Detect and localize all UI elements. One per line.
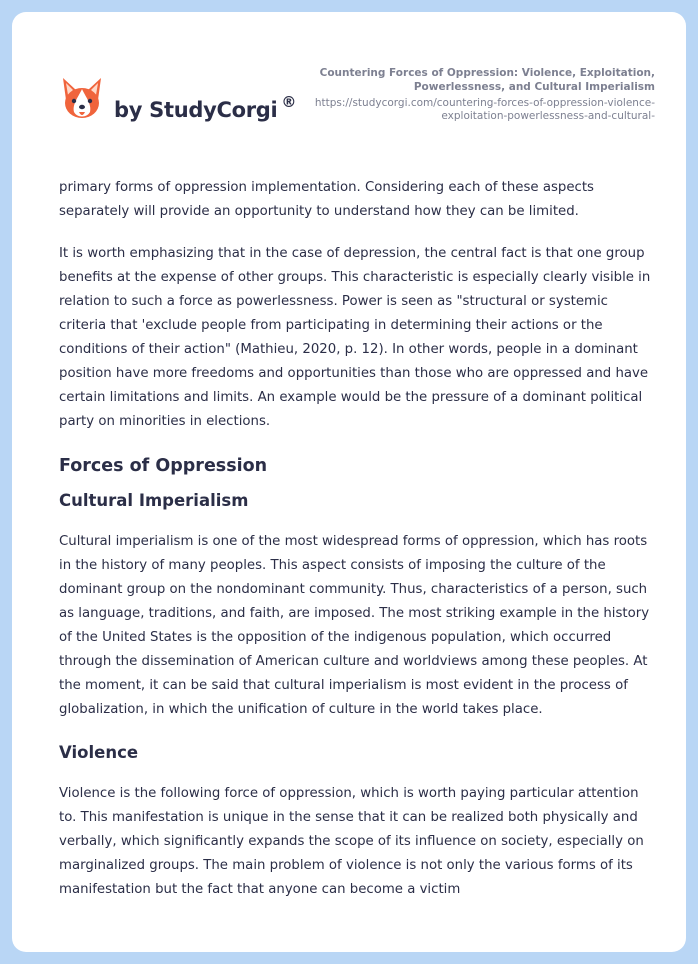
section-heading: Forces of Oppression xyxy=(59,456,268,476)
brand-text: by StudyCorgi xyxy=(114,98,278,122)
document-title: Countering Forces of Oppression: Violence, Exploitation, Powerlessness, and Cultural Imperialism xyxy=(319,67,655,93)
corgi-logo-icon xyxy=(60,76,104,122)
document-body xyxy=(59,176,659,920)
paragraph: Cultural imperialism is one of the most widespread forms of oppression, which has roots in the history of many peoples. This aspect consists of imposing the culture of the dominant group on the nondominant community. Thus, characteristics of a person, such as language, traditions, and faith, are imposed. The most striking example in the history of the United States is the opposition of the indigenous population, which occurred through the dissemination of American culture and worldviews among these peoples. At the moment, it can be said that cultural imperialism is most evident in the process of globalization, in which the unification of culture in the world takes place. xyxy=(59,534,650,717)
paragraph: Violence is the following force of oppression, which is worth paying particular attention to. This manifestation is unique in the sense that it can be realized both physically and verbally, which significantly expands the scope of its influence on society, especially on marginalized groups. The main problem of violence is not only the various forms of its manifestation but the fact that anyone can become a victim xyxy=(59,786,644,897)
page-header xyxy=(12,12,686,162)
subsection-heading: Cultural Imperialism xyxy=(59,491,249,510)
document-url[interactable]: https://studycorgi.com/countering-forces-of-oppression-violence-exploitation-powerlessness-and-cultural- xyxy=(314,97,655,122)
registered-mark: ® xyxy=(281,93,297,111)
paragraph: It is worth emphasizing that in the case of depression, the central fact is that one group benefits at the expense of other groups. This characteristic is especially clearly visible in relation to such a force as powerlessness. Power is seen as "structural or systemic criteria that 'exclude people from participating in determining their actions or the conditions of their action" (Mathieu, 2020, p. 12). In other words, people in a dominant position have more freedoms and opportunities than those who are oppressed and have certain limitations and limits. An example would be the pressure of a dominant political party on minorities in elections. xyxy=(59,246,651,429)
paragraph: primary forms of oppression implementation. Considering each of these aspects separately will provide an opportunity to understand how they can be limited. xyxy=(59,180,594,219)
brand-name[interactable] xyxy=(114,95,296,122)
subsection-heading: Violence xyxy=(59,743,139,762)
document-meta xyxy=(295,66,655,123)
document-page xyxy=(12,12,686,952)
